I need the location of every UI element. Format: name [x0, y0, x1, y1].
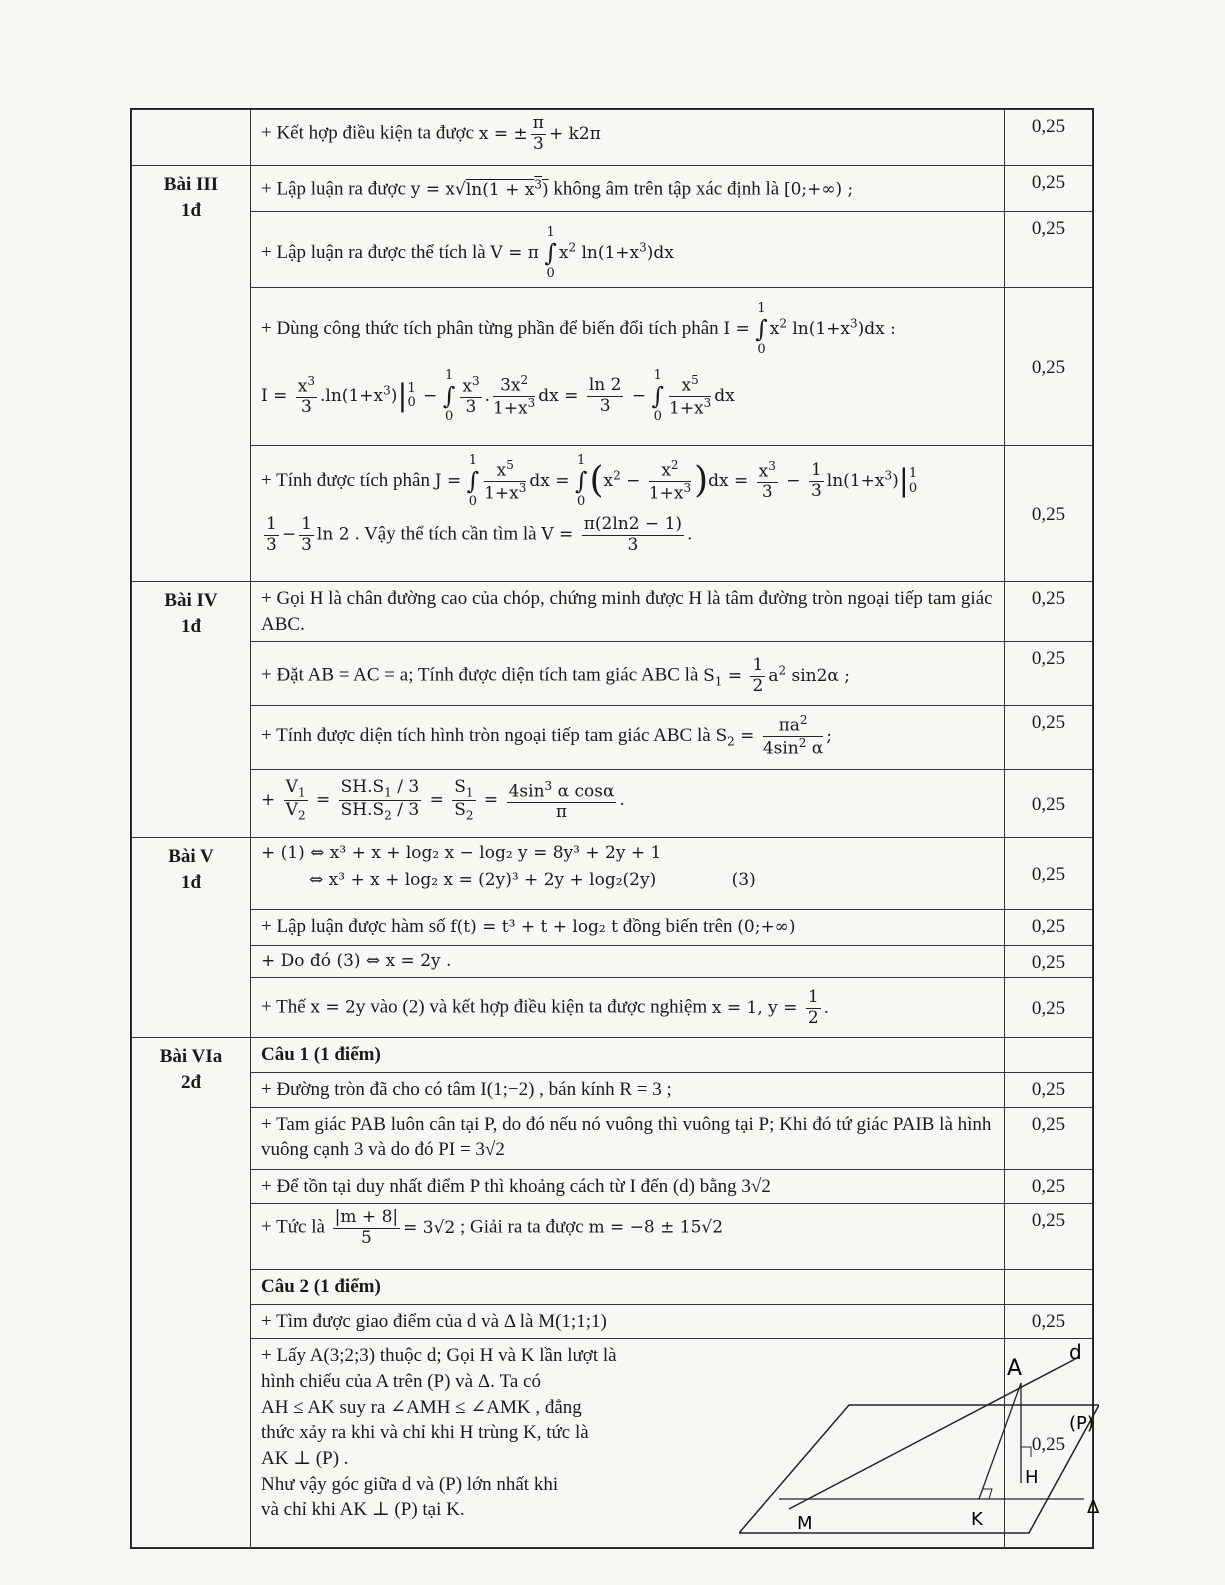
points-cell: 0,25 — [1005, 978, 1093, 1038]
points-cell: 0,25 — [1005, 1304, 1093, 1339]
section-label-bai5 — [132, 838, 251, 1038]
label-plane: (P) — [1069, 1413, 1094, 1435]
points-cell: 0,25 — [1005, 910, 1093, 946]
right-angle-mark — [982, 1489, 992, 1499]
section-score: 1đ — [180, 199, 202, 221]
substitution-math: x = 2y — [310, 997, 366, 1018]
function-math: f(t) = t³ + t + log₂ t — [450, 917, 618, 938]
label-h: H — [1025, 1467, 1039, 1489]
points-cell: 0,25 — [1005, 946, 1093, 978]
step-text: + Lập luận ra được — [261, 178, 411, 200]
bai3-step2: + Lập luận ra được thể tích là V = π 1 ∫ $0x^2$ $\ln(1+x^3)dx$ — [251, 212, 1005, 288]
section-label-empty — [132, 110, 251, 166]
text-line: hình chiếu của A trên (P) và Δ. Ta có — [261, 1371, 541, 1393]
points-cell: 0,25 — [1005, 706, 1093, 770]
section-score: 1đ — [180, 615, 202, 637]
bai3-step3: + Dùng công thức tích phân từng phần để biến đổi tích phân I = 1 ∫ $0x^2$ $\ln(1+x^3)dx$ : I = $\frac{x^3}{3}$ $.\ln(1+x^3)|1$ 0 − 1 ∫ 0 $\frac{x^3}{3}$ . $\frac{3x^2}{1+x^3}$ dx = $\frac{\ln 2}{3}$ − 1 ∫ 0 $\frac{x^5}{1+x^3}$ dx — [251, 288, 1005, 446]
label-m: M — [797, 1513, 813, 1535]
points-cell-empty — [1005, 1038, 1093, 1073]
text-line: AH ≤ AK suy ra ∠AMH ≤ ∠AMK , đẳng — [261, 1396, 582, 1418]
cau1-heading: Câu 1 (1 điểm) — [251, 1038, 1005, 1073]
points-cell: 0,25 — [1005, 212, 1093, 288]
cau2-step1: + Tìm được giao điểm của d và Δ là M(1;1;1) — [251, 1304, 1005, 1339]
bai4-step3: + Tính được diện tích hình tròn ngoại tiếp tam giác ABC là $S_2$ = $\frac{\pi a^2}{4\sin^2 \alpha}$ ; — [251, 706, 1005, 770]
cau1-step4: + Tức là $\frac{|m + 8|}{5}$ = 3√2 ; Giải ra ta được m = −8 ± 15√2 — [251, 1204, 1005, 1270]
section-score: 2đ — [180, 1071, 202, 1093]
cau2-heading: Câu 2 (1 điểm) — [251, 1270, 1005, 1305]
step-text: không âm trên tập xác định là — [548, 178, 784, 200]
section-label-bai3 — [132, 166, 251, 582]
cau2-step2-text — [261, 1343, 731, 1522]
step-text: vào (2) và kết hợp điều kiện ta được nghiệm — [365, 996, 712, 1018]
plane-p — [739, 1405, 1099, 1533]
section-title: Bài III — [163, 174, 219, 195]
label-a: A — [1007, 1356, 1023, 1382]
points-cell: 0,25 — [1005, 446, 1093, 582]
solution-math: m = −8 ± 15√2 — [588, 1217, 724, 1238]
points-cell: 0,25 — [1005, 110, 1093, 166]
points-cell-empty — [1005, 1270, 1093, 1305]
equation-line: + (1) ⇔ x³ + x + log₂ x − log₂ y = 8y³ + 2y + 1 — [261, 843, 662, 864]
right-angle-mark — [1021, 1447, 1031, 1457]
text-line: + Lấy A(3;2;3) thuộc d; Gọi H và K lần lượt là — [261, 1345, 617, 1367]
label-d: d — [1069, 1343, 1082, 1365]
step-text: ; Giải ra ta được — [455, 1216, 589, 1238]
interval-math: (0;+∞) — [737, 917, 796, 938]
step-condition: + Kết hợp điều kiện ta được x = ± $\frac{\pi}{3}$ + k2π — [251, 110, 1005, 166]
points-cell: 0,25 — [1005, 1204, 1093, 1270]
points-cell: 0,25 — [1005, 838, 1093, 910]
bai5-step2 — [251, 910, 1005, 946]
bai3-step1: + Lập luận ra được $y = x√\ln(1 + x^3)$ không âm trên tập xác định là [0;+∞) ; — [251, 166, 1005, 212]
section-label-bai4 — [132, 582, 251, 838]
text-line: và chỉ khi AK ⊥ (P) tại K. — [261, 1499, 465, 1521]
text-line: thức xảy ra khi và chỉ khi H trùng K, tức là — [261, 1422, 589, 1444]
bai5-step4: + Thế x = 2y vào (2) và kết hợp điều kiện ta được nghiệm x = 1, y = $\frac{1}{2}$ . — [251, 978, 1005, 1038]
step-text: + Tính được tích phân — [261, 470, 435, 491]
step-text: đồng biến trên — [618, 916, 738, 938]
section-score: 1đ — [180, 871, 202, 893]
geometry-figure — [739, 1343, 1099, 1543]
segment-ak — [979, 1383, 1021, 1499]
step-text: + Dùng công thức tích phân từng phần để biến đổi tích phân — [261, 318, 724, 339]
domain-math: [0;+∞) ; — [783, 179, 854, 200]
text-line: AK ⊥ (P) . — [261, 1447, 349, 1469]
text-line: Như vậy góc giữa d và (P) lớn nhất khi — [261, 1473, 559, 1495]
step-text: . Vậy thể tích cần tìm là — [354, 523, 542, 545]
step-text: + Thế — [261, 996, 311, 1018]
step-text: + Lập luận được hàm số — [261, 916, 451, 938]
step-text: + Kết hợp điều kiện ta được — [261, 122, 479, 144]
cau1-step2: + Tam giác PAB luôn cân tại P, do đó nếu nó vuông thì vuông tại P; Khi đó tứ giác PAIB là hình vuông cạnh 3 và do đó PI = 3√2 — [251, 1107, 1005, 1169]
cau1-step1: + Đường tròn đã cho có tâm I(1;−2) , bán kính R = 3 ; — [251, 1072, 1005, 1107]
bai5-step3: + Do đó (3) ⇔ x = 2y . — [251, 946, 1005, 978]
bai5-step1 — [251, 838, 1005, 910]
step-text: + Tức là — [261, 1216, 330, 1238]
points-cell: 0,25 — [1005, 1072, 1093, 1107]
bai4-step4: + $\frac{V_1}{V_2}$ = $\frac{SH.S_1 / 3}{SH.S_2 / 3}$ = $\frac{S_1}{S_2}$ = $\frac{4\sin^3 \alpha \cos\alpha}{\pi}$ . — [251, 770, 1005, 838]
equation-line: ⇔ x³ + x + log₂ x = (2y)³ + 2y + log₂(2y) — [309, 870, 657, 891]
section-title: Bài V — [168, 846, 214, 868]
cau1-step3: + Để tồn tại duy nhất điểm P thì khoảng cách từ I đến (d) bằng 3√2 — [251, 1169, 1005, 1204]
points-cell: 0,25 — [1005, 1339, 1093, 1548]
step-text: + Đặt AB = AC = a; Tính được diện tích tam giác ABC là — [261, 664, 704, 686]
bai4-step2: + Đặt AB = AC = a; Tính được diện tích tam giác ABC là $S_1$ = $\frac{1}{2}$ $a^2$ sin2α ; — [251, 642, 1005, 706]
section-title: Bài VIa — [159, 1046, 223, 1068]
step-text: + Lập luận ra được thể tích là — [261, 242, 491, 263]
step-text: + Tính được diện tích hình tròn ngoại tiếp tam giác ABC là — [261, 725, 716, 747]
label-delta: Δ — [1087, 1497, 1099, 1519]
points-cell: 0,25 — [1005, 166, 1093, 212]
bai3-step4: + Tính được tích phân J = 1 ∫ 0 $\frac{x^5}{1+x^3}$ dx = 1 ∫ 0 ($x^2$ − $\frac{x^2}{1+x^3}$ )dx = $\frac{x^3}{3}$ − $\frac{1}{3}$ $\ln(1+x^3)|1$ 0 $\frac{1}{3}$ − $\frac{1}{3}$ ln 2 . Vậy thể tích cần tìm là V = $\frac{\pi(2\ln 2 - 1)}{3}$ . — [251, 446, 1005, 582]
points-cell: 0,25 — [1005, 642, 1093, 706]
answer-table — [130, 108, 1099, 1549]
bai4-step1: + Gọi H là chân đường cao của chóp, chứng minh được H là tâm đường tròn ngoại tiếp tam giác ABC. — [251, 582, 1005, 642]
points-cell: 0,25 — [1005, 1169, 1093, 1204]
points-cell: 0,25 — [1005, 582, 1093, 642]
points-cell: 0,25 — [1005, 288, 1093, 446]
section-title: Bài IV — [164, 590, 218, 611]
points-cell: 0,25 — [1005, 770, 1093, 838]
label-k: K — [971, 1509, 983, 1531]
points-cell: 0,25 — [1005, 1107, 1093, 1169]
equation-tag: (3) — [731, 870, 756, 891]
section-label-bai6a — [132, 1038, 251, 1548]
